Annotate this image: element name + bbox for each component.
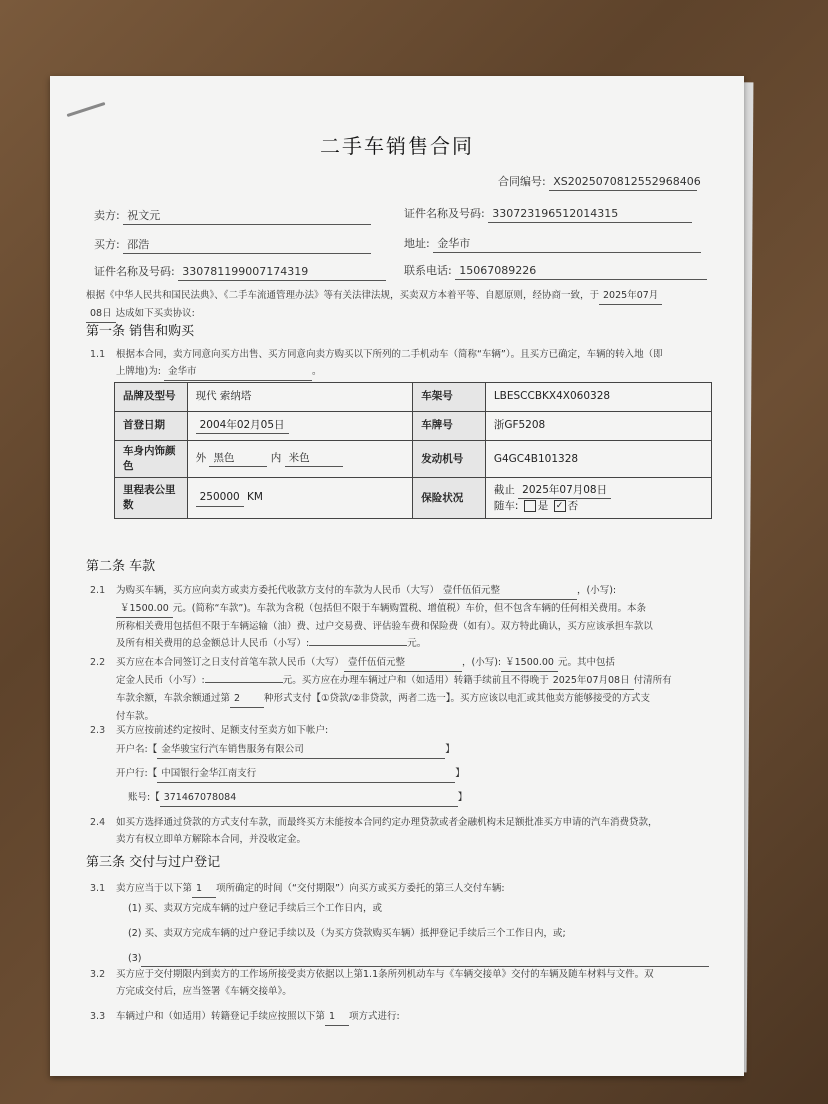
plate-value: 浙GF5208 — [485, 412, 711, 441]
contract-page — [50, 76, 744, 1076]
yes-checkbox[interactable] — [524, 500, 536, 512]
bracket: 】 — [445, 744, 455, 755]
ins-prefix: 截止 — [493, 483, 515, 496]
clause-text: 买方应按前述约定按时、足额支付至卖方如下帐户: — [116, 725, 329, 736]
clause-text: 项方式进行: — [349, 1011, 400, 1022]
int-prefix: 内 — [270, 452, 282, 465]
clause-number: 2.2 — [90, 657, 106, 668]
vin-label: 车架号 — [413, 383, 486, 412]
buyer-id-row — [94, 264, 386, 281]
clause-text: 车辆过户和（如适用）转籍登记手续应按照以下第 — [116, 1011, 326, 1022]
pay-deadline: 2025年07月08日 — [549, 672, 634, 690]
clause-text: 元。(简称“车款”)。车款为含税（包括但不限于车辆购置税、增值税）车价，但不包含车辆的任何相关费用。本条 — [172, 603, 647, 614]
clause-text: 买方应在本合同签订之日支付首笔车款人民币（大写） — [116, 657, 345, 668]
delivery-item: 1 — [192, 880, 216, 898]
seller-row — [94, 208, 371, 225]
acct-no-label: 账号:【 — [128, 792, 160, 803]
bracket: 】 — [457, 792, 468, 803]
table-row — [115, 412, 712, 441]
intro-date-b: 08日 — [86, 305, 116, 323]
no-label: 否 — [567, 499, 579, 512]
delivery-option-2: (2) 买、卖双方完成车辆的过户登记手续以及（为买方贷款购买车辆）抵押登记手续后三个工作日内，或; — [128, 928, 566, 939]
clause-text: 。 — [311, 366, 322, 377]
seller-id-value: 330723196512014315 — [488, 206, 692, 223]
plate-label: 车牌号 — [413, 412, 486, 441]
clause-text: 及所有相关费用的总金额总计人民币（小写）: — [116, 638, 310, 649]
mileage-value: 250000 — [196, 490, 244, 506]
clause-number: 2.1 — [90, 585, 106, 596]
buyer-id-label: 证件名称及号码: — [94, 265, 175, 278]
yes-label: 是 — [537, 499, 549, 512]
brand-label: 品牌及型号 — [115, 383, 188, 412]
delivery-option-1: (1) 买、卖双方完成车辆的过户登记手续后三个工作日内，或 — [128, 903, 382, 914]
table-row — [115, 383, 712, 412]
clause-text: 付清所有 — [633, 675, 672, 686]
clause-number: 2.3 — [90, 725, 106, 736]
article-3-heading: 第三条 交付与过户登记 — [86, 855, 221, 870]
phone-label: 联系电话: — [404, 264, 452, 277]
vehicle-info-table — [114, 382, 712, 519]
intro-text: 根据《中华人民共和国民法典》、《二手车流通管理办法》等有关法律法规，买卖双方本着平等、自愿原则，经协商一致，于 — [86, 290, 600, 301]
transfer-item: 1 — [325, 1008, 349, 1026]
clause-text: 项所确定的时间（“交付期限”）向买方或买方委托的第三人交付车辆: — [216, 883, 505, 894]
buyer-row — [94, 237, 371, 254]
clause-text: 元。 — [407, 638, 427, 649]
clause-text: 种形式支付【①贷款/②非贷款，两者二选一】。买方应该以电汇或其他卖方能够接受的方式支 — [264, 693, 651, 704]
clause-3-1 — [90, 880, 709, 967]
clause-1-1 — [90, 346, 663, 381]
delivery-option-3: (3) — [128, 953, 142, 964]
mileage-label: 里程表公里数 — [115, 478, 188, 519]
ext-prefix: 外 — [195, 452, 207, 465]
engine-value: G4GC4B101328 — [485, 441, 711, 478]
contract-no-value: XS202507081255296840​6 — [549, 174, 697, 191]
intro-paragraph — [86, 287, 662, 323]
brand-value: 现代 索纳塔 — [187, 383, 413, 412]
clause-text: 上牌地)为: — [116, 366, 161, 377]
clause-text: 定金人民币（小写）: — [116, 675, 205, 686]
seller-id-row — [404, 206, 692, 223]
insurance-cell — [485, 478, 711, 519]
ins-follow: 随车: — [493, 499, 519, 512]
clause-3-2 — [90, 966, 654, 1000]
clause-text: 卖方有权立即单方解除本合同，并没收定金。 — [116, 834, 307, 845]
clause-2-4 — [90, 814, 658, 848]
no-checkbox[interactable] — [554, 500, 566, 512]
buyer-label: 买方: — [94, 238, 120, 251]
article-1-heading: 第一条 销售和购买 — [86, 324, 195, 339]
address-label: 地址: — [404, 237, 430, 250]
clause-number: 2.4 — [90, 817, 106, 828]
article-2-heading: 第二条 车款 — [86, 559, 156, 574]
first-pay-small: ￥1500.00 — [501, 654, 558, 672]
clause-text: 车款余额，车款余额通过第 — [116, 693, 231, 704]
acct-name: 金华骏宝行汽车销售服务有限公司 — [157, 741, 445, 759]
seller-id-label: 证件名称及号码: — [404, 207, 485, 220]
color-cell — [187, 441, 413, 478]
price-upper: 壹仟伍佰元整 — [439, 582, 577, 600]
bracket: 】 — [455, 768, 465, 779]
pay-method: 2 — [230, 690, 264, 708]
vin-value: LBESCCBKX4X060328 — [485, 383, 711, 412]
clause-number: 3.1 — [90, 883, 106, 894]
contract-no-row — [498, 174, 701, 191]
seller-label: 卖方: — [94, 209, 120, 222]
address-row — [404, 236, 701, 253]
intro-date-a: 2025年07月 — [599, 287, 662, 305]
clause-text: 如买方选择通过贷款的方式支付车款，而最终买方未能按本合同约定办理贷款或者金融机构未足额批准买方申请的汽车消费贷款， — [116, 817, 658, 828]
clause-3-3 — [90, 1008, 400, 1026]
reg-label: 首登日期 — [115, 412, 188, 441]
color-label: 车身内饰颜色 — [115, 441, 188, 478]
buyer-value: 邵浩 — [123, 237, 371, 254]
clause-number: 1.1 — [90, 349, 106, 360]
address-value: 金华市 — [433, 236, 701, 253]
acct-name-label: 开户名:【 — [116, 744, 158, 755]
acct-bank: 中国银行金华江南支行 — [157, 765, 455, 783]
buyer-id-value: 330781199007174319 — [178, 264, 386, 281]
ext-color: 黑色 — [209, 451, 267, 467]
clause-text: ，(小写): — [577, 585, 617, 596]
mileage-unit: KM — [247, 491, 263, 504]
ins-date: 2025年07月08日 — [518, 483, 611, 499]
clause-text: 元。其中包括 — [557, 657, 615, 668]
table-row — [115, 441, 712, 478]
clause-text: 付车款。 — [116, 711, 155, 722]
clause-text: 根据本合同，卖方同意向买方出售、买方同意向卖方购买以下所列的二手机动车（简称“车辆”）。且买方已确定，车辆的转入地（即 — [116, 349, 663, 360]
clause-text: 方完成交付后，应当签署《车辆交接单》。 — [116, 986, 292, 997]
intro-text-2: 达成如下买卖协议: — [115, 308, 195, 319]
int-color: 米色 — [285, 451, 343, 467]
clause-text: 元。买方应在办理车辆过户和（如适用）转籍手续前且不得晚于 — [282, 675, 549, 686]
clause-2-3 — [90, 722, 467, 807]
table-row — [115, 478, 712, 519]
clause-text: 买方应于交付期限内到卖方的工作场所接受卖方依据以上第1.1条所列机动车与《车辆交接单》交付的车辆及随车材料与文件。双 — [116, 969, 654, 980]
mileage-cell — [187, 478, 413, 519]
transfer-place: 金华市 — [164, 363, 312, 381]
phone-value: 15067089226 — [455, 263, 707, 280]
insurance-label: 保险状况 — [413, 478, 486, 519]
acct-bank-label: 开户行:【 — [116, 768, 158, 779]
engine-label: 发动机号 — [413, 441, 486, 478]
clause-2-2 — [90, 654, 672, 725]
clause-text: ，(小写): — [462, 657, 502, 668]
reg-cell — [187, 412, 413, 441]
clause-text: 为购买车辆，买方应向卖方或卖方委托代收款方支付的车款为人民币（大写） — [116, 585, 440, 596]
clause-number: 3.3 — [90, 1011, 106, 1022]
reg-value: 2004年02月05日 — [196, 418, 289, 434]
clause-number: 3.2 — [90, 969, 106, 980]
contract-no-label: 合同编号: — [498, 175, 546, 188]
clause-2-1 — [90, 582, 653, 652]
acct-no: 371467078084 — [160, 789, 458, 807]
phone-row — [404, 263, 707, 280]
clause-text: 卖方应当于以下第 — [116, 883, 193, 894]
price-small: ￥1500.00 — [116, 600, 173, 618]
first-pay-upper: 壹仟伍佰元整 — [344, 654, 462, 672]
contract-title: 二手车销售合同 — [320, 134, 474, 158]
clause-text: 所称相关费用包括但不限于车辆运输（油）费、过户交易费、评估验车费和保险费（如有）。双方特此确认，买方应该承担车款以 — [116, 621, 653, 632]
paper-clip — [67, 102, 106, 117]
seller-value: 祝文元 — [123, 208, 371, 225]
